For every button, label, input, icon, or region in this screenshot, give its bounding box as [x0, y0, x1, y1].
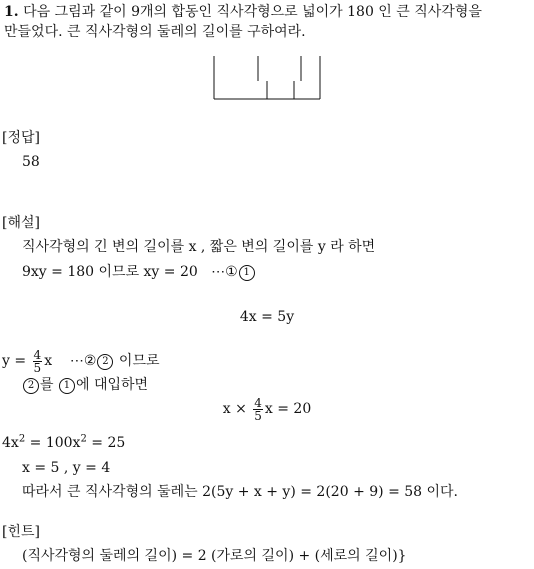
fraction-4-5-b [253, 397, 263, 422]
explanation-label: [해설] [2, 215, 40, 231]
equation-y-line [2, 347, 160, 375]
circled-1-icon: 1 [239, 265, 255, 281]
explanation-line-2 [22, 262, 256, 282]
equation-xy-values: x = 5 , y = 4 [22, 460, 111, 476]
mark-1: ⋯① [211, 264, 238, 280]
substitution-line [22, 375, 148, 395]
problem-line-1 [4, 2, 482, 22]
frac-num: 4 [33, 347, 42, 362]
problem-text-2: 만들었다. 큰 직사각형의 둘레의 길이를 구하여라. [4, 24, 306, 40]
y-prefix: y = [2, 353, 27, 369]
explanation-final: 따라서 큰 직사각형의 둘레는 2(5y + x + y) = 2(20 + 9) = 58 이다. [22, 484, 459, 500]
eq3-e: = 25 [86, 435, 126, 451]
eq2-right: x = 20 [264, 401, 312, 417]
problem-text-1: 다음 그림과 같이 9개의 합동인 직사각형으로 넓이가 180 인 큰 직사각형을 [23, 4, 482, 20]
frac-den: 5 [254, 408, 262, 423]
frac-num: 4 [254, 395, 262, 410]
equation-9xy: 9xy = 180 이므로 xy = 20 [22, 264, 198, 280]
equation-x-times [0, 394, 534, 424]
circled-2-icon: 2 [23, 378, 39, 394]
problem-number: 1. [4, 4, 19, 20]
mark-2: ⋯② [69, 353, 97, 369]
eq3-d: 2 [80, 433, 87, 445]
eq3-b: 2 [18, 433, 26, 445]
circled-2-icon: 2 [97, 354, 113, 370]
equation-4x-5y: 4x = 5y [239, 309, 295, 325]
hint-line: (직사각형의 둘레의 길이) = 2 (가로의 길이) + (세로의 길이)} [22, 548, 407, 564]
frac-den: 5 [33, 360, 42, 375]
rectangle-figure [212, 54, 324, 104]
sub-mid: 를 [40, 377, 54, 393]
equation-4x2 [2, 433, 125, 453]
fraction-4-5 [33, 349, 43, 374]
y-tail: 이므로 [118, 353, 160, 369]
eq3-a: 4x [2, 435, 19, 451]
answer-label: [정답] [2, 130, 40, 146]
explanation-line-1: 직사각형의 긴 변의 길이를 x , 짧은 변의 길이를 y 라 하면 [22, 239, 376, 255]
y-suffix: x [44, 353, 53, 369]
circled-1-icon: 1 [59, 378, 75, 394]
answer-value: 58 [22, 154, 40, 170]
eq3-c: = 100x [25, 435, 81, 451]
eq2-left: x × [222, 401, 247, 417]
hint-label: [힌트] [2, 524, 40, 540]
sub-end: 에 대입하면 [75, 377, 149, 393]
